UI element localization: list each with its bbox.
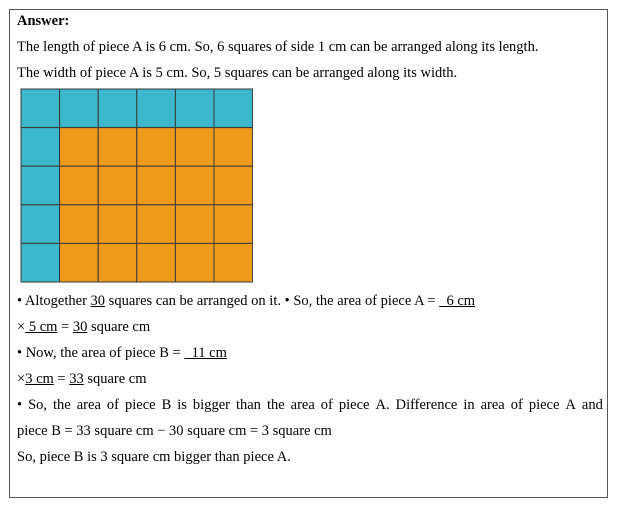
orange-square [214, 205, 253, 244]
area-a-text-1: • Altogether [17, 293, 91, 309]
blue-square [21, 166, 60, 205]
area-a-width: 5 cm [25, 319, 58, 335]
area-a-line-2 [17, 318, 150, 336]
blue-square [21, 243, 60, 282]
difference-word: is [177, 397, 187, 413]
width-statement: The width of piece A is 5 cm. So, 5 squares can be arranged along its width. [17, 65, 458, 81]
area-b-times: × [17, 371, 26, 387]
orange-square [60, 166, 99, 205]
orange-square [175, 128, 214, 167]
orange-square [214, 128, 253, 167]
blue-square [21, 128, 60, 167]
area-b-length-pad [184, 345, 191, 361]
blue-square [21, 89, 60, 128]
area-a-equals: = [57, 319, 73, 335]
orange-square [98, 243, 137, 282]
difference-word: area [76, 397, 101, 413]
blue-square [60, 89, 99, 128]
difference-word: and [581, 397, 603, 413]
difference-word: the [266, 397, 285, 413]
difference-statement-line-2: piece B = 33 square cm − 30 square cm = 3 square cm [17, 423, 332, 439]
area-a-length: 6 cm [446, 293, 476, 309]
blue-square [214, 89, 253, 128]
square-grid-svg [20, 88, 253, 283]
length-statement: The length of piece A is 6 cm. So, 6 squares of side 1 cm can be arranged along its length. [17, 39, 539, 55]
orange-square [175, 243, 214, 282]
blue-square [175, 89, 214, 128]
area-b-line-2 [17, 370, 147, 388]
orange-square [98, 205, 137, 244]
difference-word: area [290, 397, 315, 413]
blue-square [98, 89, 137, 128]
orange-square [137, 128, 176, 167]
area-b-width: 3 cm [25, 371, 54, 387]
area-b-result: 33 [69, 371, 84, 387]
orange-square [60, 205, 99, 244]
area-a-length-blank [439, 293, 475, 309]
area-b-text: • Now, the area of piece B = [17, 345, 185, 361]
difference-word: So, [28, 397, 48, 413]
orange-square [214, 166, 253, 205]
area-a-text-2: squares can be arranged on it. • So, the area of piece A = [105, 293, 440, 309]
orange-square [137, 205, 176, 244]
square-grid-diagram [20, 88, 253, 283]
blue-square [137, 89, 176, 128]
difference-word: than [235, 397, 261, 413]
answer-heading: Answer: [17, 13, 70, 29]
difference-word: bigger [192, 397, 230, 413]
difference-word: B [161, 397, 172, 413]
orange-square [175, 166, 214, 205]
difference-word: of [510, 397, 523, 413]
difference-word: piece [528, 397, 560, 413]
difference-word: piece [338, 397, 370, 413]
area-a-count: 30 [90, 293, 106, 309]
orange-square [60, 128, 99, 167]
difference-word: piece [124, 397, 156, 413]
orange-square [175, 205, 214, 244]
orange-square [214, 243, 253, 282]
area-a-result: 30 [72, 319, 88, 335]
difference-statement-line-1 [17, 396, 603, 414]
difference-word: the [53, 397, 71, 413]
final-conclusion: So, piece B is 3 square cm bigger than piece A. [17, 449, 291, 465]
orange-square [60, 243, 99, 282]
area-a-line-1 [17, 292, 475, 310]
orange-square [98, 166, 137, 205]
orange-square [98, 128, 137, 167]
difference-word: • [17, 397, 23, 413]
area-b-equals: = [53, 371, 70, 387]
area-a-times: × [17, 319, 26, 335]
orange-square [137, 166, 176, 205]
orange-square [137, 243, 176, 282]
area-b-line-1 [17, 344, 227, 362]
difference-word: Difference [395, 397, 458, 413]
difference-word: A [565, 397, 576, 413]
difference-word: of [106, 397, 119, 413]
difference-word: in [463, 397, 475, 413]
area-a-unit: square cm [87, 319, 151, 335]
blue-square [21, 205, 60, 244]
area-b-unit: square cm [83, 371, 147, 387]
area-b-length-blank [184, 345, 227, 361]
area-b-length: 11 cm [191, 345, 227, 361]
difference-word: of [320, 397, 333, 413]
difference-word: A. [375, 397, 390, 413]
difference-word: area [480, 397, 505, 413]
